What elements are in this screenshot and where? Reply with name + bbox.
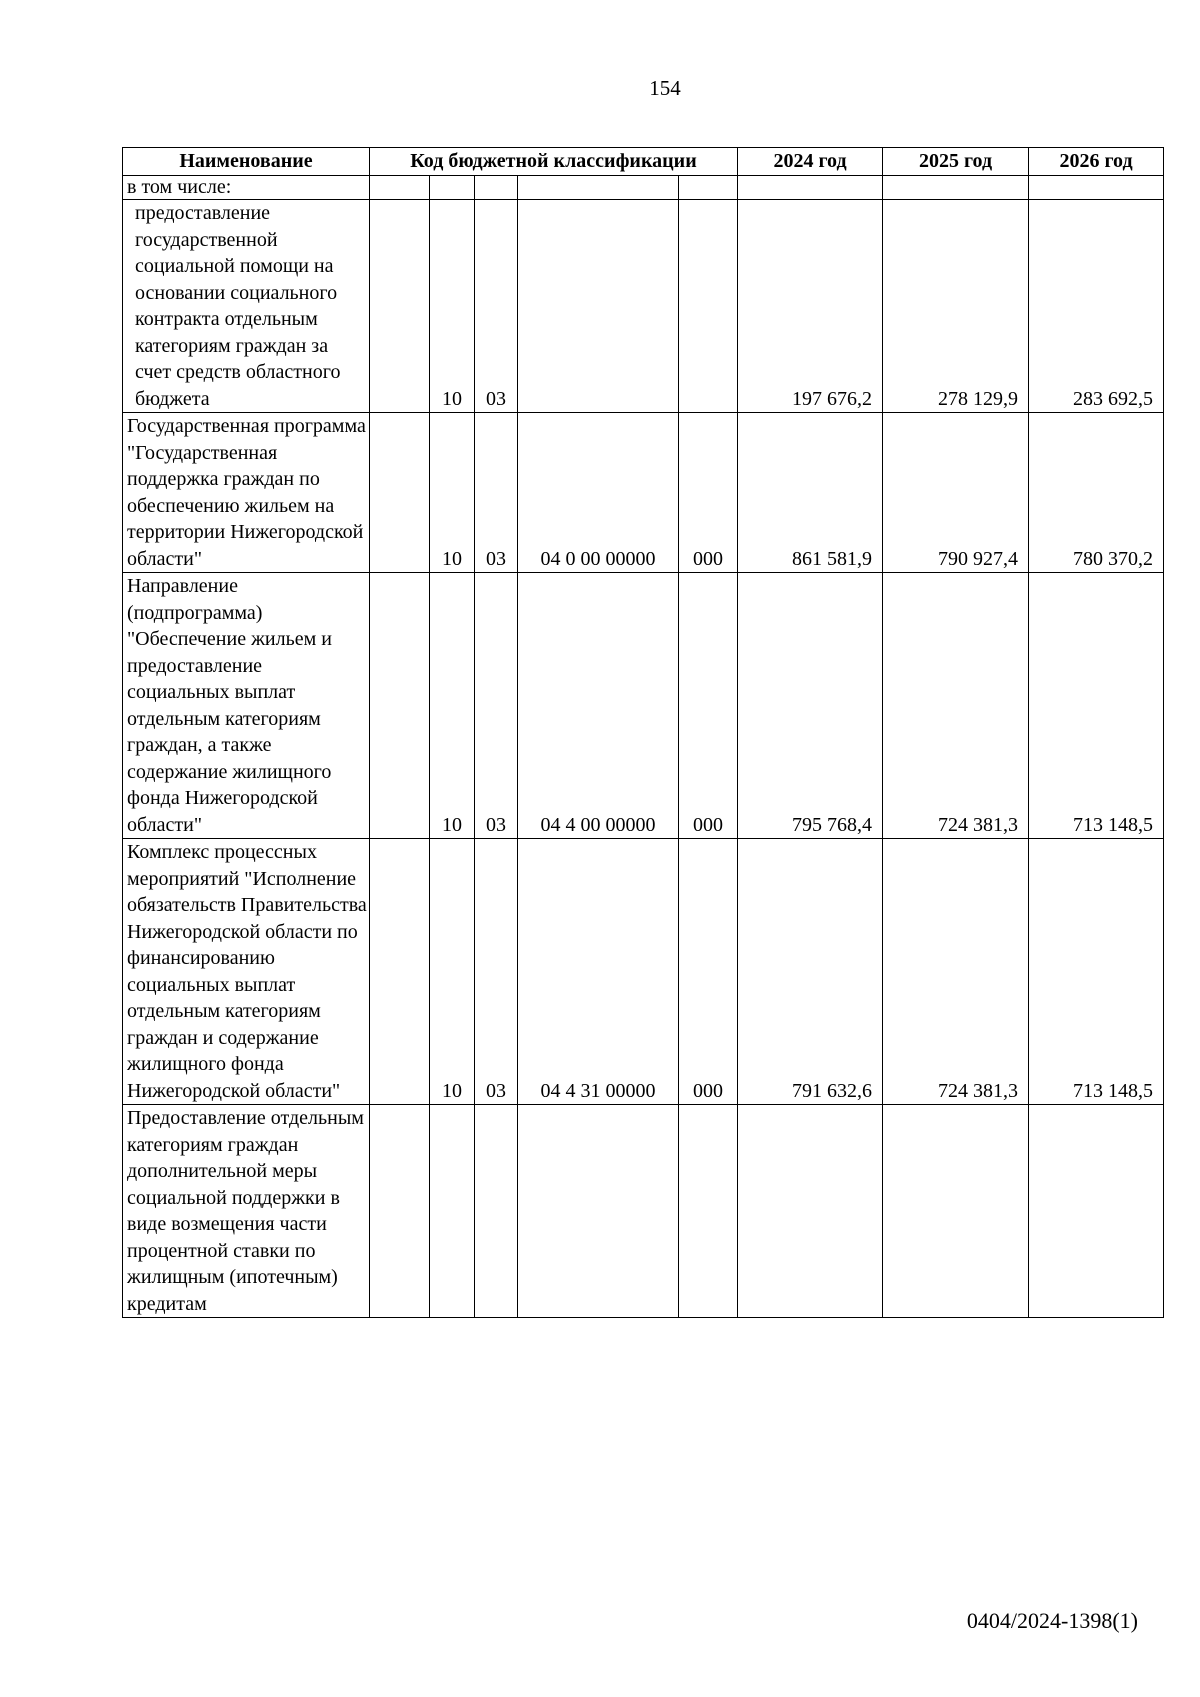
value-2025: 724 381,3 bbox=[883, 839, 1029, 1105]
value-2026: 713 148,5 bbox=[1029, 573, 1164, 839]
cell-empty bbox=[370, 1105, 430, 1318]
cell-empty bbox=[370, 573, 430, 839]
header-2026: 2026 год bbox=[1029, 148, 1164, 176]
code-subsection bbox=[475, 176, 518, 200]
budget-table bbox=[122, 147, 1164, 1318]
code-target bbox=[518, 200, 679, 413]
code-subsection: 03 bbox=[475, 200, 518, 413]
code-section bbox=[430, 1105, 475, 1318]
cell-empty bbox=[370, 176, 430, 200]
value-2024 bbox=[738, 1105, 883, 1318]
cell-empty bbox=[370, 839, 430, 1105]
code-target: 04 4 00 00000 bbox=[518, 573, 679, 839]
value-2024 bbox=[738, 176, 883, 200]
code-subsection: 03 bbox=[475, 573, 518, 839]
page-number: 154 bbox=[649, 76, 681, 100]
code-target: 04 4 31 00000 bbox=[518, 839, 679, 1105]
code-target: 04 0 00 00000 bbox=[518, 413, 679, 573]
code-section bbox=[430, 176, 475, 200]
value-2026: 713 148,5 bbox=[1029, 839, 1164, 1105]
row-name: предоставление государственной социальной помощи на основании социального контракта отдельным категориям граждан за счет средств областного бюджета bbox=[123, 200, 370, 413]
value-2026: 780 370,2 bbox=[1029, 413, 1164, 573]
header-name: Наименование bbox=[123, 148, 370, 176]
code-expense-type: 000 bbox=[679, 413, 738, 573]
value-2024: 791 632,6 bbox=[738, 839, 883, 1105]
row-name: Предоставление отдельным категориям граждан дополнительной меры социальной поддержки в виде возмещения части процентной ставки по жилищным (ипотечным) кредитам bbox=[123, 1105, 370, 1318]
value-2024: 197 676,2 bbox=[738, 200, 883, 413]
value-2025: 278 129,9 bbox=[883, 200, 1029, 413]
cell-empty bbox=[370, 200, 430, 413]
value-2025: 790 927,4 bbox=[883, 413, 1029, 573]
code-expense-type bbox=[679, 176, 738, 200]
row-name: в том числе: bbox=[123, 176, 370, 200]
table-row bbox=[123, 176, 1164, 200]
code-expense-type bbox=[679, 200, 738, 413]
document-id: 0404/2024-1398(1) bbox=[966, 1608, 1138, 1633]
code-subsection bbox=[475, 1105, 518, 1318]
table-row bbox=[123, 573, 1164, 839]
code-target bbox=[518, 176, 679, 200]
value-2025 bbox=[883, 1105, 1029, 1318]
value-2026: 283 692,5 bbox=[1029, 200, 1164, 413]
value-2026 bbox=[1029, 176, 1164, 200]
table-row bbox=[123, 1105, 1164, 1318]
table-row bbox=[123, 200, 1164, 413]
code-expense-type bbox=[679, 1105, 738, 1318]
header-2025: 2025 год bbox=[883, 148, 1029, 176]
header-code: Код бюджетной классификации bbox=[370, 148, 738, 176]
code-section: 10 bbox=[430, 413, 475, 573]
row-name: Комплекс процессных мероприятий "Исполнение обязательств Правительства Нижегородской области по финансированию социальных выплат отдельным категориям граждан и содержание жилищного фонда Нижегородской области" bbox=[123, 839, 370, 1105]
table-header-row bbox=[123, 148, 1164, 176]
code-section: 10 bbox=[430, 839, 475, 1105]
value-2024: 861 581,9 bbox=[738, 413, 883, 573]
code-expense-type: 000 bbox=[679, 839, 738, 1105]
value-2025 bbox=[883, 176, 1029, 200]
table-row bbox=[123, 413, 1164, 573]
code-subsection: 03 bbox=[475, 413, 518, 573]
code-target bbox=[518, 1105, 679, 1318]
table-row bbox=[123, 839, 1164, 1105]
cell-empty bbox=[370, 413, 430, 573]
value-2026 bbox=[1029, 1105, 1164, 1318]
code-section: 10 bbox=[430, 573, 475, 839]
row-name: Государственная программа "Государственная поддержка граждан по обеспечению жильем на территории Нижегородской области" bbox=[123, 413, 370, 573]
value-2025: 724 381,3 bbox=[883, 573, 1029, 839]
value-2024: 795 768,4 bbox=[738, 573, 883, 839]
code-section: 10 bbox=[430, 200, 475, 413]
row-name: Направление (подпрограмма) "Обеспечение жильем и предоставление социальных выплат отдельным категориям граждан, а также содержание жилищного фонда Нижегородской области" bbox=[123, 573, 370, 839]
header-2024: 2024 год bbox=[738, 148, 883, 176]
code-subsection: 03 bbox=[475, 839, 518, 1105]
code-expense-type: 000 bbox=[679, 573, 738, 839]
